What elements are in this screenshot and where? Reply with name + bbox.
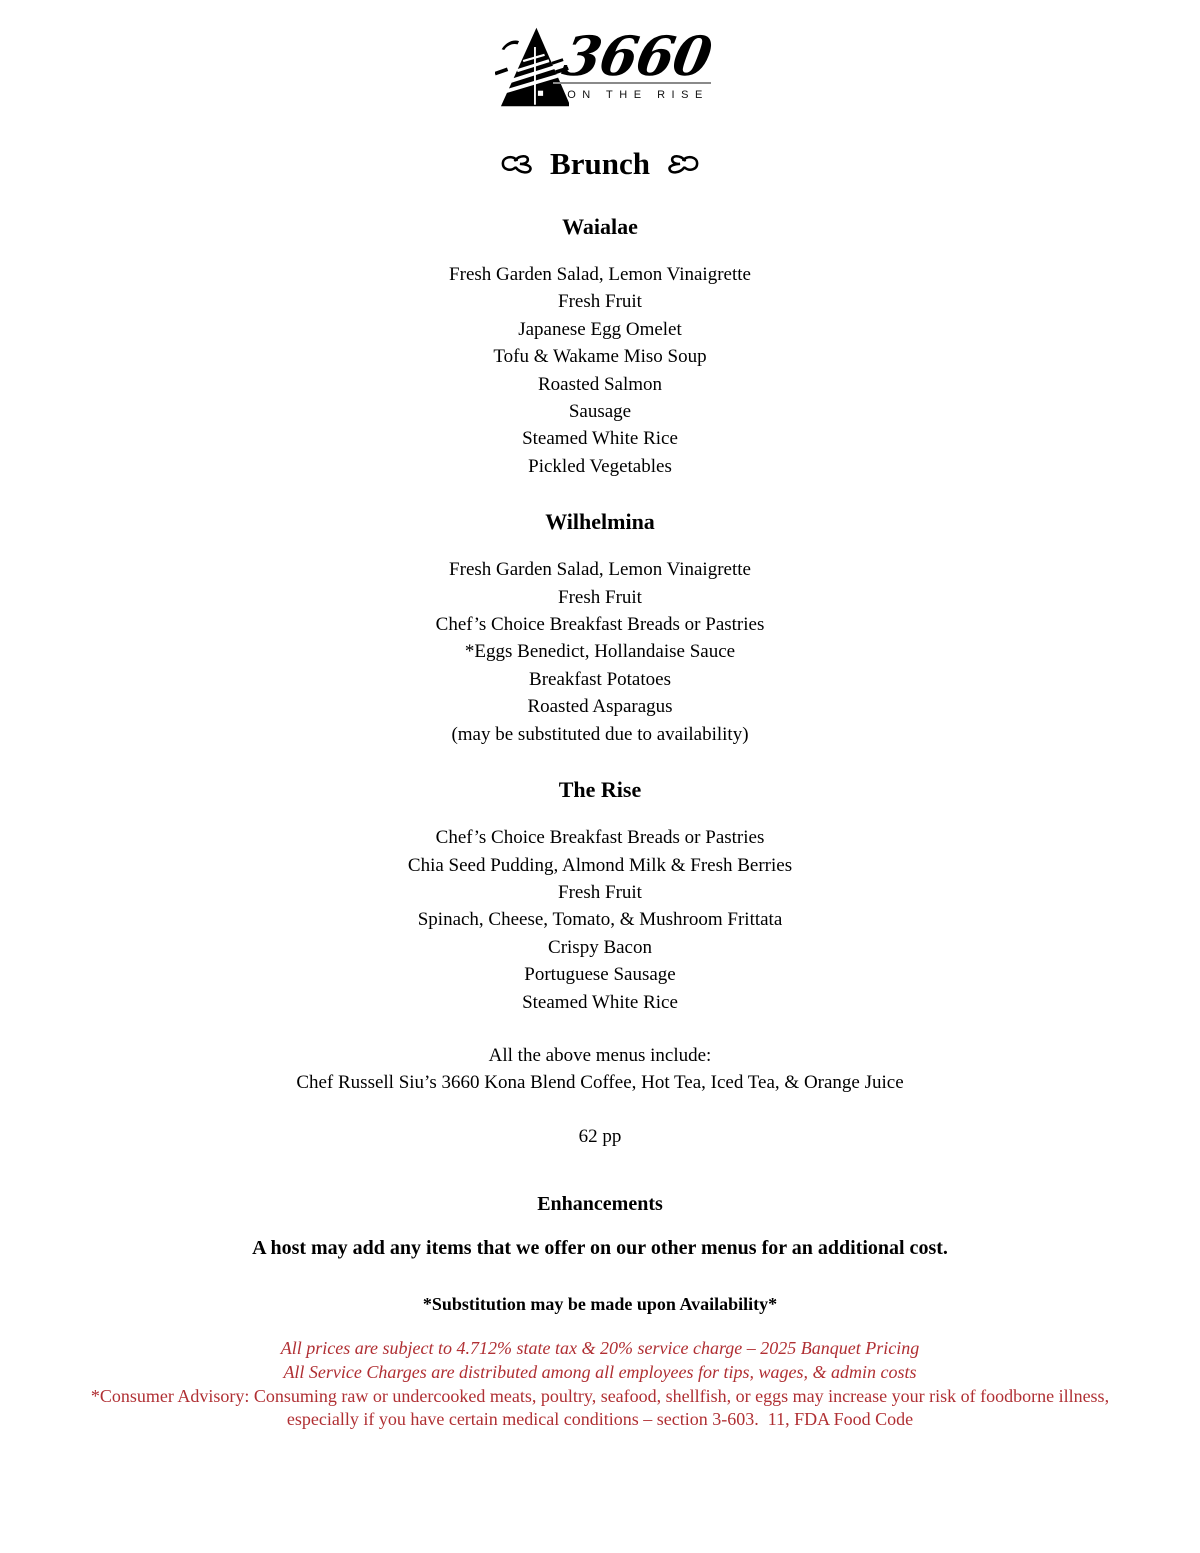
menu-item: Chef’s Choice Breakfast Breads or Pastries: [435, 614, 765, 636]
section-heading: The Rise: [558, 777, 642, 803]
enhancements-heading: Enhancements: [537, 1192, 663, 1215]
menu-item: Roasted Salmon: [537, 373, 663, 395]
page-title: [0, 143, 1200, 185]
substitution-note: *Substitution may be made upon Availability*: [422, 1293, 778, 1314]
menu-item: Chia Seed Pudding, Almond Milk & Fresh Berries: [407, 854, 793, 876]
section-waialae: [0, 213, 1200, 480]
menu-item: Chef’s Choice Breakfast Breads or Pastries: [435, 827, 765, 849]
price-per-person: 62 pp: [578, 1125, 622, 1147]
includes-note: [0, 1042, 1200, 1097]
logo-number: 3660: [558, 24, 716, 88]
menu-item: Portuguese Sausage: [524, 964, 676, 986]
legal-footer: [0, 1336, 1200, 1432]
menu-item: Crispy Bacon: [548, 936, 652, 958]
menu-item: Roasted Asparagus: [527, 696, 673, 718]
menu-item: Pickled Vegetables: [528, 455, 672, 477]
consumer-advisory: *Consumer Advisory: Consuming raw or undercooked meats, poultry, seafood, shellfish, or eggs may increase your risk of foodborne illness, especially if you have certain medical conditions – section 3-603. 11, FDA Food Code: [90, 1385, 1110, 1430]
menu-item: Tofu & Wakame Miso Soup: [493, 346, 707, 368]
section-wilhelmina: [0, 508, 1200, 748]
section-heading: Waialae: [562, 214, 638, 239]
menu-item: Breakfast Potatoes: [529, 668, 671, 690]
includes-line: All the above menus include:: [488, 1044, 712, 1066]
menu-item: (may be substituted due to availability): [451, 723, 749, 745]
menu-item: *Eggs Benedict, Hollandaise Sauce: [464, 641, 736, 663]
page-title-text: Brunch: [550, 146, 650, 181]
logo-wordmark: [553, 24, 716, 101]
menu-item: Spinach, Cheese, Tomato, & Mushroom Frittata: [417, 909, 783, 931]
right-flourish-icon: [664, 154, 700, 174]
enhancements-body: A host may add any items that we offer on our other menus for an additional cost.: [252, 1236, 948, 1259]
left-flourish-icon: [500, 154, 536, 174]
legal-pricing-line: All prices are subject to 4.712% state tax & 20% service charge – 2025 Banquet Pricing: [280, 1337, 920, 1358]
menu-item: Steamed White Rice: [522, 428, 678, 450]
section-heading: Wilhelmina: [545, 509, 655, 535]
menu-item: Japanese Egg Omelet: [518, 318, 682, 340]
legal-service-line: All Service Charges are distributed among all employees for tips, wages, & admin costs: [283, 1362, 917, 1383]
section-the-rise: [0, 776, 1200, 1016]
menu-item: Fresh Fruit: [558, 291, 642, 313]
menu-item: Fresh Garden Salad, Lemon Vinaigrette: [449, 264, 751, 285]
brand-logo: [495, 24, 716, 110]
includes-line: Chef Russell Siu’s 3660 Kona Blend Coffee, Hot Tea, Iced Tea, & Orange Juice: [296, 1072, 904, 1094]
menu-item: Fresh Fruit: [558, 881, 642, 903]
menu-item: Sausage: [568, 401, 632, 423]
logo-tagline: ON THE RISE: [567, 89, 709, 101]
menu-item: Fresh Fruit: [558, 586, 642, 608]
menu-item: Fresh Garden Salad, Lemon Vinaigrette: [449, 559, 751, 581]
menu-item: Steamed White Rice: [522, 991, 678, 1013]
